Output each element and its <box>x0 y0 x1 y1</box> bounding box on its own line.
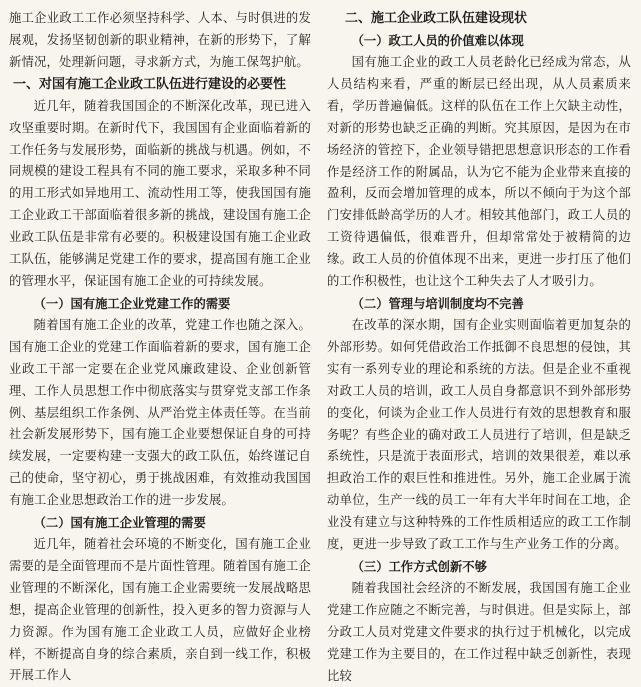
section-2-heading: 二、施工企业政工队伍建设现状 <box>345 11 528 26</box>
section-1-paragraph: 近几年，随着我国国企的不断深化改革，现已进入攻坚重要时期。在新时代下，我国国有企业面临着新的工作任务与发展形势，面临新的挑战与机遇。例如，不同规模的建设工程具有不同的施工要求，采取多种不同的用工形式如异地用工、流动性用工等，使我国国有施工企业政工干部面临着很多新的挑战，建设国有施工企业政工队伍是非常有必要的。积极建设国有施工企业政工队伍，能够满足党建工作的要求，提高国有施工企业的管理水平，保证国有施工企业的可持续发展。 <box>9 98 311 288</box>
section-2-sub-3-paragraph: 随着我国社会经济的不断发展，我国国有施工企业党建工作应随之不断完善，与时俱进。但是实际上，部分政工人员对党建文件要求的执行过于机械化，以完成党建工作为主要目的，在工作过程中缺乏创新性，表现比较 <box>327 580 631 683</box>
section-1-sub-2-paragraph: 近几年，随着社会环境的不断变化，国有施工企业需要的是全面管理而不是片面性管理。随着国有施工企业管理的不断深化，国有施工企业需要统一发展战略思想，提高企业管理的创新性，投入更多的智力资源与人力资源。作为国有施工企业政工人员，应做好企业榜样，不断提高自身的综合素质，亲自到一线工作，积极开展工作人 <box>9 537 311 683</box>
section-2-sub-1-heading: （一）政工人员的价值难以体现 <box>351 33 524 48</box>
section-1-sub-1-paragraph: 随着国有施工企业的改革，党建工作也随之深入。国有施工企业的党建工作面临着新的要求，国有施工企业政工干部一定要在企业党风廉政建设、企业创新管理、工作人员思想工作中彻底落实与贯穿党支部工作条例、基层组织工作条例、从严治党主体责任等。在当前社会新发展形势下，国有施工企业要想保证自身的可持续发展，一定要构建一支强大的政工队伍，始终谨记自己的使命，坚守初心，勇于挑战困难，有效推动我国国有施工企业思想政治工作的进一步发展。 <box>9 317 311 508</box>
section-2-sub-2-paragraph: 在改革的深水期，国有企业实则面临着更加复杂的外部形势。如何凭借政治工作抵御不良思想的侵蚀，其实有一系列专业的理论和系统的方法。但是企业不重视对政工人员的培训，政工人员自身都意识不到外部形势的变化，何谈为企业工作人员进行有效的思想教育和服务呢？有些企业的确对政工人员进行了培训，但是缺乏系统性，只是流于表面形式，培训的效果很差，难以承担政治工作的艰巨性和推进性。另外，施工企业属于流动单位，生产一线的员工一年有大半年时间在工地，企业没有建立与这种特殊的工作性质相适应的政工工作制度，更进一步导致了政工工作与生产业务工作的分离。 <box>327 317 631 552</box>
section-2-sub-2-heading: （二）管理与培训制度均不完善 <box>351 295 524 311</box>
intro-paragraph: 施工企业政工工作必须坚持科学、人本、与时俱进的发展观，发扬坚韧创新的职业精神，在新的形势下，了解新情况，处理新问题，寻求新方式，为施工保驾护航。 <box>9 11 311 69</box>
right-column <box>327 8 631 683</box>
section-2-sub-3-heading: （三）工作方式创新不够 <box>351 558 487 574</box>
left-column <box>9 8 311 683</box>
section-1-sub-2-heading: （二）国有施工企业管理的需要 <box>33 515 206 531</box>
section-1-sub-1-heading: （一）国有施工企业党建工作的需要 <box>33 295 231 311</box>
section-1-heading: 一、对国有施工企业政工队伍进行建设的必要性 <box>13 76 287 92</box>
section-2-sub-1-paragraph: 国有施工企业的政工人员老龄化已经成为常态，从人员结构来看，严重的断层已经出现，从人员素质来看，学历普遍偏低。这样的队伍在工作上欠缺主动性，对新的形势也缺乏正确的判断。究其原因，是因为在市场经济的管控下，企业领导错把思想意识形态的工作看作是经济工作的附属品，认为它不能为企业带来直接的盈利，反而会增加管理的成本，所以不倾向于为这个部门安排低龄高学历的人才。相较其他部门，政工人员的工资待遇偏低，很难晋升，但却常常处于被精简的边缘。政工人员的价值体现不出来，更进一步打压了他们的工作积极性，也让这个工种失去了人才吸引力。 <box>327 55 631 289</box>
